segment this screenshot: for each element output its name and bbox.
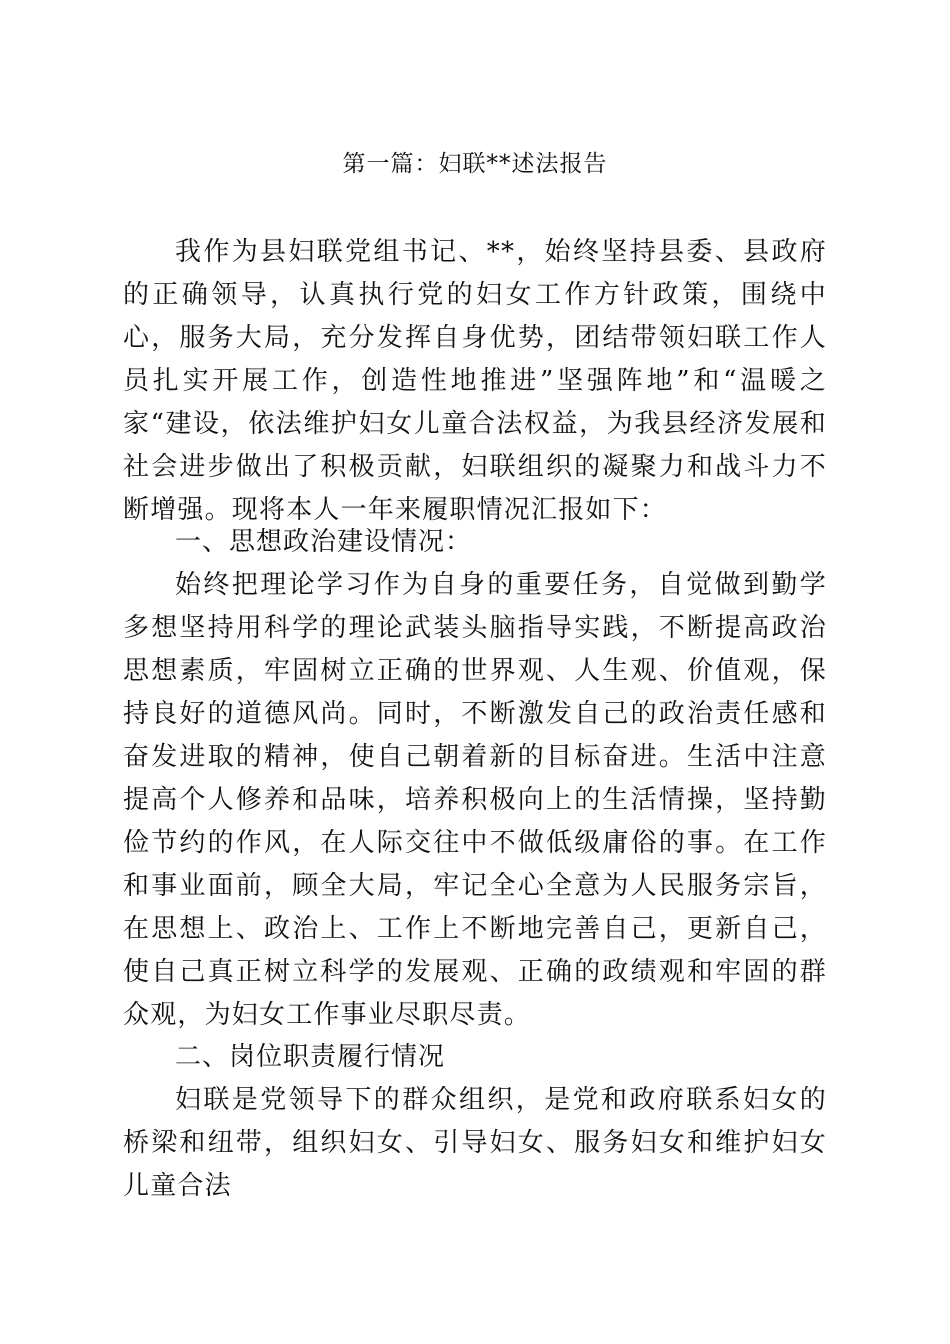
section-paragraph-political: 始终把理论学习作为自身的重要任务，自觉做到勤学多想坚持用科学的理论武装头脑指导实践，不断提高政治思想素质，牢固树立正确的世界观、人生观、价值观，保持良好的道德风尚。同时，不断激发自己的政治责任感和奋发进取的精神，使自己朝着新的目标奋进。生活中注意提高个人修养和品味，培养积极向上的生活情操，坚持勤俭节约的作风，在人际交往中不做低级庸俗的事。在工作和事业面前，顾全大局，牢记全心全意为人民服务宗旨，在思想上、政治上、工作上不断地完善自己，更新自己，使自己真正树立科学的发展观、正确的政绩观和牢固的群众观，为妇女工作事业尽职尽责。 — [123, 570, 827, 1030]
intro-paragraph: 我作为县妇联党组书记、**，始终坚持县委、县政府的正确领导，认真执行党的妇女工作方针政策，围绕中心，服务大局，充分发挥自身优势，团结带领妇联工作人员扎实开展工作，创造性地推进”坚强阵地”和“温暖之家“建设，依法维护妇女儿童合法权益，为我县经济发展和社会进步做出了积极贡献，妇联组织的凝聚力和战斗力不断增强。现将本人一年来履职情况汇报如下： — [123, 237, 827, 525]
section-paragraph-duties: 妇联是党领导下的群众组织，是党和政府联系妇女的桥梁和纽带，组织妇女、引导妇女、服务妇女和维护妇女儿童合法 — [123, 1085, 827, 1201]
section-heading-political: 一、思想政治建设情况： — [175, 527, 473, 557]
section-heading-duties: 二、岗位职责履行情况 — [175, 1042, 446, 1072]
document-title: 第一篇：妇联**述法报告 — [342, 151, 608, 177]
